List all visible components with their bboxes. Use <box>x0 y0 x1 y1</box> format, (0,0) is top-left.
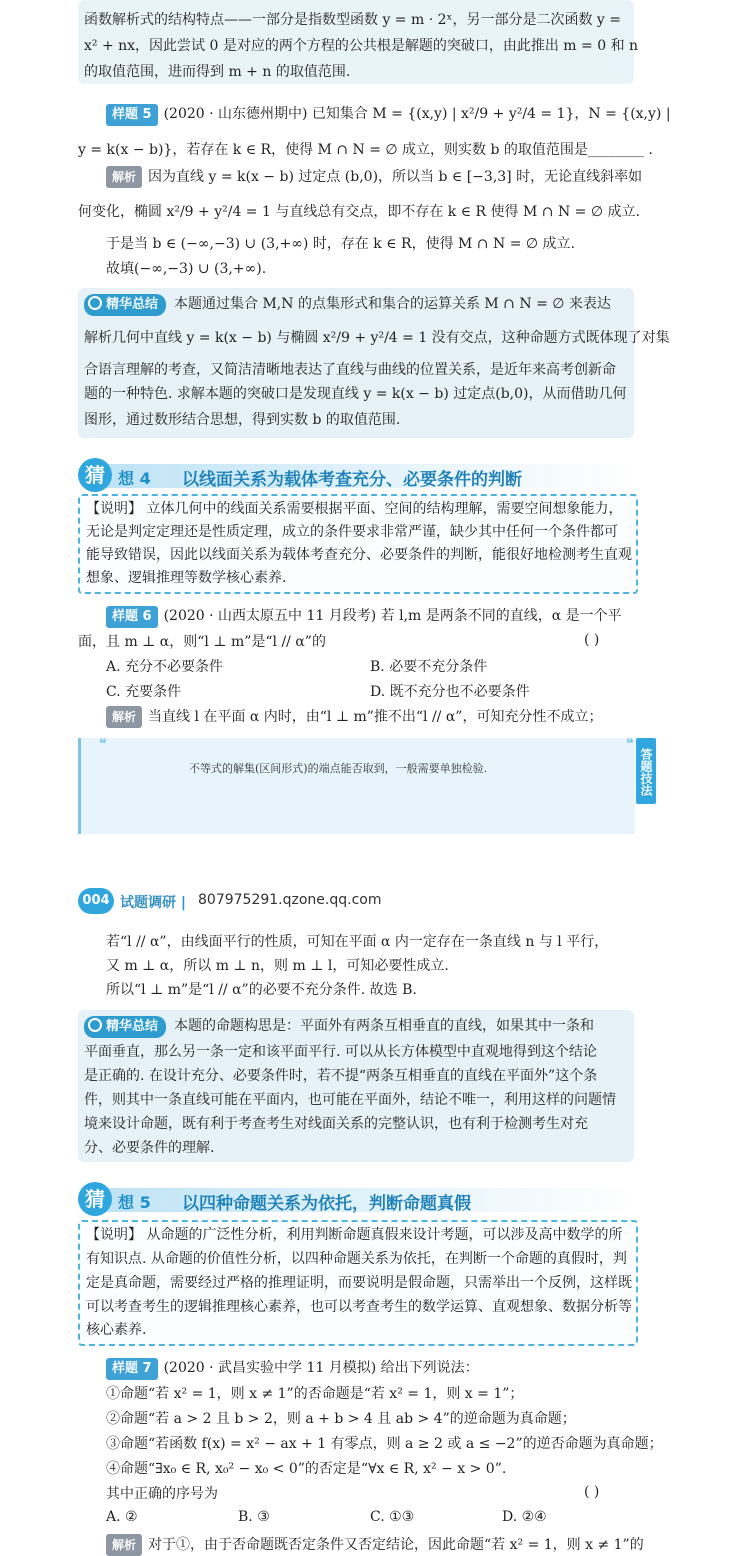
summary-line <box>84 1016 594 1038</box>
note-line: 核心素养. <box>86 1322 147 1338</box>
bulb-icon <box>88 296 102 310</box>
option-b: B. ③ <box>238 1509 270 1525</box>
note-line: 有知识点. 从命题的价值性分析，以四种命题关系为依托，在判断一个命题的真假时，判 <box>86 1251 627 1267</box>
summary-text: 本题通过集合 M,N 的点集形式和集合的运算关系 M ∩ N = ∅ 来表达 <box>174 296 611 312</box>
note-box-4 <box>78 494 638 594</box>
example7-solution <box>106 1534 710 1556</box>
summary-text: 本题的命题构思是：平面外有两条互相垂直的直线，如果其中一条和 <box>174 1018 595 1034</box>
section-title: 以四种命题关系为依托，判断命题真假 <box>182 1194 471 1214</box>
guess-badge: 猜 <box>78 1182 112 1216</box>
solution-text: 当直线 l 在平面 α 内时，由“l ⊥ m”推不出“l // α”，可知充分性不成立； <box>148 709 603 725</box>
technique-text: 不等式的解集(区间形式)的端点能否取到，一般需要单独检验. <box>189 762 488 775</box>
example7-item: ④命题“∃x₀ ∈ R, x₀² − x₀ < 0”的否定是“∀x ∈ R, x² − x > 0”. <box>106 1461 507 1477</box>
example6-line1 <box>106 606 710 628</box>
solution-text: 对于①，由于否命题既否定条件又否定结论，因此命题“若 x² = 1，则 x ≠ 1”的 <box>148 1537 644 1553</box>
guess-number: 想 5 <box>118 1193 151 1212</box>
top-line: x² + nx，因此尝试 0 是对应的两个方程的公共根是解题的突破口，由此推出 m = 0 和 n <box>84 38 639 54</box>
header-label: 试题调研 | <box>120 895 186 911</box>
solution-line: 故填(−∞,−3) ∪ (3,+∞). <box>106 261 267 277</box>
option-d: D. ②④ <box>502 1509 547 1525</box>
option-c: C. ①③ <box>370 1509 415 1525</box>
note-line: 想象、逻辑推理等数学核心素养. <box>86 570 287 586</box>
section-title: 以线面关系为载体考查充分、必要条件的判断 <box>182 470 522 490</box>
answer-paren: ( ) <box>584 632 600 648</box>
quote-icon: ❝ <box>626 736 634 752</box>
answer-paren: ( ) <box>584 1484 600 1500</box>
option-d: D. 既不充分也不必要条件 <box>370 684 530 700</box>
solution-line: 若“l // α”，由线面平行的性质，可知在平面 α 内一定存在一条直线 n 与 l 平行， <box>106 934 609 950</box>
guess-badge: 猜 <box>78 458 112 492</box>
example7-tag: 样题 7 <box>106 1358 158 1380</box>
note-line: 定是真命题，需要经过严格的推理证明，而要说明是假命题，只需举出一个反例，这样既 <box>86 1275 632 1291</box>
note-line: 可以考查考生的逻辑推理核心素养，也可以考查考生的数学运算、直观想象、数据分析等 <box>86 1299 632 1315</box>
example7-question: 其中正确的序号为 <box>106 1486 218 1502</box>
solution-text: 因为直线 y = k(x − b) 过定点 (b,0)，所以当 b ∈ [−3,3] 时，无论直线斜率如 <box>148 169 643 185</box>
summary-line: 件，则其中一条直线可能在平面内，也可能在平面外，结论不唯一，利用这样的问题情 <box>84 1092 616 1108</box>
quote-icon: ❝ <box>99 736 107 752</box>
option-a: A. ② <box>106 1509 138 1525</box>
solution-line: 所以“l ⊥ m”是“l // α”的必要不充分条件. 故选 B. <box>106 982 417 998</box>
example6-text: (2020 · 山西太原五中 11 月段考) 若 l,m 是两条不同的直线，α 是一个平 <box>163 608 622 624</box>
summary-line: 境来设计命题，既有利于考查考生对线面关系的完整认识，也有利于检测考生对充 <box>84 1116 588 1132</box>
note-line: 能导致错误，因此以线面关系为载体考查充分、必要条件的判断，能很好地检测考生直观 <box>86 547 632 563</box>
summary-tag: 精华总结 <box>84 1016 166 1038</box>
example7-line1 <box>106 1358 710 1380</box>
summary-line: 图形，通过数形结合思想，得到实数 b 的取值范围. <box>84 412 401 428</box>
option-c: C. 充要条件 <box>106 684 182 700</box>
summary-line: 合语言理解的考查，又简洁清晰地表达了直线与曲线的位置关系，是近年来高考创新命 <box>84 362 616 378</box>
guess5-header <box>78 1186 638 1214</box>
note-box-5 <box>78 1220 638 1346</box>
example5-line2: y = k(x − b)}，若存在 k ∈ R，使得 M ∩ N = ∅ 成立，则实数 b 的取值范围是________ . <box>78 142 653 158</box>
summary-line: 分、必要条件的理解. <box>84 1140 215 1156</box>
solution-tag: 解析 <box>106 706 142 728</box>
example7-item: ②命题“若 a > 2 且 b > 2，则 a + b > 4 且 ab > 4”的逆命题为真命题； <box>106 1411 576 1427</box>
top-summary-box <box>78 0 639 84</box>
note-line: 无论是判定定理还是性质定理，成立的条件要求非常严谨，缺少其中任何一个条件都可 <box>86 524 618 540</box>
summary-line: 平面垂直，那么另一条一定和该平面平行. 可以从长方体模型中直观地得到这个结论 <box>84 1044 597 1060</box>
technique-side-tab: 答题技法 <box>636 738 656 804</box>
top-line: 函数解析式的结构特点——一部分是指数型函数 y = m · 2ˣ，另一部分是二次函数 y = <box>84 12 621 28</box>
example7-item: ①命题“若 x² = 1，则 x ≠ 1”的否命题是“若 x² = 1，则 x = 1”； <box>106 1386 524 1402</box>
bulb-icon <box>88 1018 102 1032</box>
note-line: 【说明】 从命题的广泛性分析，利用判断命题真假来设计考题，可以涉及高中数学的所 <box>86 1227 623 1243</box>
summary-line <box>84 294 611 316</box>
top-line: 的取值范围，进而得到 m + n 的取值范围. <box>84 64 351 80</box>
solution-tag: 解析 <box>106 1534 142 1556</box>
summary-box-2 <box>78 1010 634 1162</box>
guess-number: 想 4 <box>118 469 151 488</box>
example6-line2: 面，且 m ⊥ α，则“l ⊥ m”是“l // α”的 <box>78 634 326 650</box>
solution-line: 于是当 b ∈ (−∞,−3) ∪ (3,+∞) 时，存在 k ∈ R，使得 M ∩ N = ∅ 成立. <box>106 236 575 252</box>
note-line: 【说明】 立体几何中的线面关系需要根据平面、空间的结构理解，需要空间想象能力， <box>86 501 623 517</box>
option-a: A. 充分不必要条件 <box>106 659 224 675</box>
solution-tag: 解析 <box>106 166 142 188</box>
example5-tag: 样题 5 <box>106 104 158 126</box>
solution-line: 何变化，椭圆 x²/9 + y²/4 = 1 与直线总有交点，即不存在 k ∈ R 使得 M ∩ N = ∅ 成立. <box>78 204 640 220</box>
option-b: B. 必要不充分条件 <box>370 659 488 675</box>
summary-line: 题的一种特色. 求解本题的突破口是发现直线 y = k(x − b) 过定点(b,0)，从而借助几何 <box>84 386 627 402</box>
technique-box <box>78 738 635 834</box>
example6-solution <box>106 706 710 728</box>
example6-tag: 样题 6 <box>106 606 158 628</box>
solution-line: 又 m ⊥ α，所以 m ⊥ n，则 m ⊥ l，可知必要性成立. <box>106 958 449 974</box>
example5-solution-line <box>106 166 710 188</box>
summary-box-1 <box>78 288 670 438</box>
example5-text: (2020 · 山东德州期中) 已知集合 M = {(x,y) | x²/9 + y²/4 = 1}，N = {(x,y) | <box>163 106 671 122</box>
summary-tag: 精华总结 <box>84 294 166 316</box>
header-url: 807975291.qzone.qq.com <box>198 892 382 908</box>
example7-text: (2020 · 武昌实验中学 11 月模拟) 给出下列说法： <box>163 1360 479 1376</box>
example7-item: ③命题“若函数 f(x) = x² − ax + 1 有零点，则 a ≥ 2 或 a ≤ −2”的逆否命题为真命题； <box>106 1436 663 1452</box>
guess4-header <box>78 462 638 490</box>
summary-line: 是正确的. 在设计充分、必要条件时，若不提“两条互相垂直的直线在平面外”这个条 <box>84 1068 598 1084</box>
example5-line1 <box>106 104 710 126</box>
summary-line: 解析几何中直线 y = k(x − b) 与椭圆 x²/9 + y²/4 = 1 没有交点，这种命题方式既体现了对集 <box>84 330 670 346</box>
page-number: 004 <box>78 888 114 914</box>
